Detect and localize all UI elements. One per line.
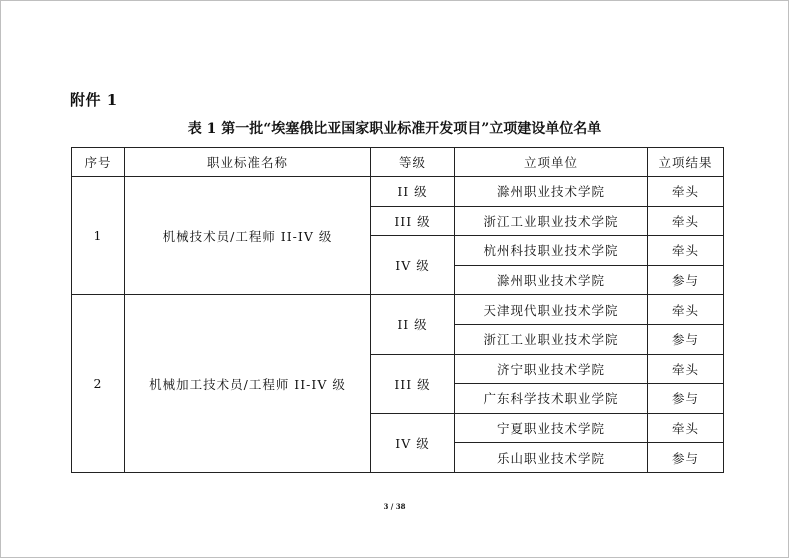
unit-cell: 浙江工业职业技术学院 xyxy=(455,206,648,236)
result-cell: 参与 xyxy=(648,384,724,414)
result-cell: 牵头 xyxy=(648,206,724,236)
unit-cell: 天津现代职业技术学院 xyxy=(455,295,648,325)
result-cell: 牵头 xyxy=(648,177,724,207)
unit-cell: 滁州职业技术学院 xyxy=(455,177,648,207)
table-header-row xyxy=(72,148,724,177)
unit-list-table xyxy=(71,147,724,473)
header-standard: 职业标准名称 xyxy=(125,148,371,177)
header-level: 等级 xyxy=(371,148,455,177)
result-cell: 牵头 xyxy=(648,354,724,384)
unit-cell: 滁州职业技术学院 xyxy=(455,265,648,295)
seq-cell: 2 xyxy=(72,295,125,473)
page-number: 3 / 38 xyxy=(383,502,406,511)
unit-cell: 乐山职业技术学院 xyxy=(455,443,648,473)
unit-cell: 浙江工业职业技术学院 xyxy=(455,324,648,354)
standard-cell: 机械技术员/工程师 II-IV 级 xyxy=(125,177,371,295)
level-cell: IV 级 xyxy=(371,413,455,472)
attachment-label: 附件 1 xyxy=(70,91,118,109)
result-cell: 牵头 xyxy=(648,413,724,443)
unit-cell: 杭州科技职业技术学院 xyxy=(455,236,648,266)
unit-cell: 宁夏职业技术学院 xyxy=(455,413,648,443)
header-result: 立项结果 xyxy=(648,148,724,177)
level-cell: II 级 xyxy=(371,295,455,354)
header-seq: 序号 xyxy=(72,148,125,177)
standard-cell: 机械加工技术员/工程师 II-IV 级 xyxy=(125,295,371,473)
result-cell: 牵头 xyxy=(648,295,724,325)
table-row xyxy=(72,177,724,207)
result-cell: 牵头 xyxy=(648,236,724,266)
level-cell: II 级 xyxy=(371,177,455,207)
result-cell: 参与 xyxy=(648,265,724,295)
seq-cell: 1 xyxy=(72,177,125,295)
level-cell: IV 级 xyxy=(371,236,455,295)
level-cell: III 级 xyxy=(371,206,455,236)
table-row xyxy=(72,295,724,325)
level-cell: III 级 xyxy=(371,354,455,413)
result-cell: 参与 xyxy=(648,443,724,473)
unit-cell: 广东科学技术职业学院 xyxy=(455,384,648,414)
table-title: 表 1 第一批“埃塞俄比亚国家职业标准开发项目”立项建设单位名单 xyxy=(187,121,602,137)
unit-cell: 济宁职业技术学院 xyxy=(455,354,648,384)
header-unit: 立项单位 xyxy=(455,148,648,177)
result-cell: 参与 xyxy=(648,324,724,354)
